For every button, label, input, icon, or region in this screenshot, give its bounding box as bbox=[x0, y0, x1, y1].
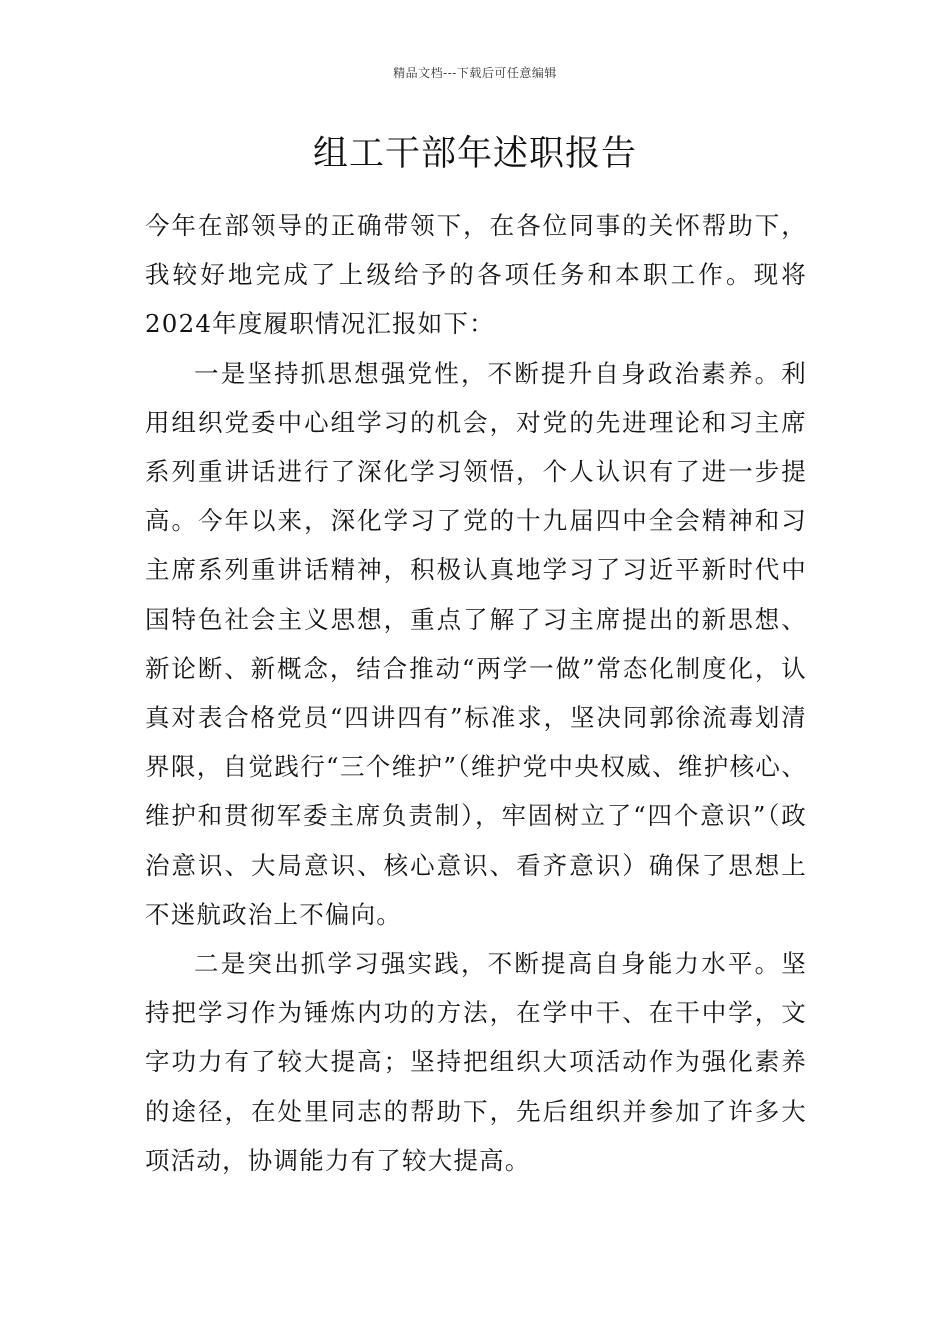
header-note: 精品文档---下载后可任意编辑 bbox=[393, 66, 557, 80]
paragraph-point-two: 二是突出抓学习强实践，不断提高自身能力水平。坚持把学习作为锤炼内功的方法，在学中干、在干中学，文字功力有了较大提高；坚持把组织大项活动作为强化素养的途径，在处里同志的帮助下，先后组织并参加了许多大项活动，协调能力有了较大提高。 bbox=[145, 949, 807, 1175]
document-body bbox=[145, 201, 807, 1185]
paragraph-point-one: 一是坚持抓思想强党性，不断提升自身政治素养。利用组织党委中心组学习的机会，对党的先进理论和习主席系列重讲话进行了深化学习领悟，个人认识有了进一步提高。今年以来，深化学习了党的十九届四中全会精神和习主席系列重讲话精神，积极认真地学习了习近平新时代中国特色社会主义思想，重点了解了习主席提出的新思想、新论断、新概念，结合推动“两学一做”常态化制度化，认真对表合格党员“四讲四有”标准求，坚决同郭徐流毒划清界限，自觉践行“三个维护”（维护党中央权威、维护核心、维护和贯彻军委主席负责制），牢固树立了“四个意识”（政治意识、大局意识、核心意识、看齐意识）确保了思想上不迷航政治上不偏向。 bbox=[145, 358, 807, 929]
document-title: 组工干部年述职报告 bbox=[312, 134, 637, 174]
paragraph-intro: 今年在部领导的正确带领下，在各位同事的关怀帮助下，我较好地完成了上级给予的各项任务和本职工作。现将2024年度履职情况汇报如下： bbox=[145, 211, 807, 339]
